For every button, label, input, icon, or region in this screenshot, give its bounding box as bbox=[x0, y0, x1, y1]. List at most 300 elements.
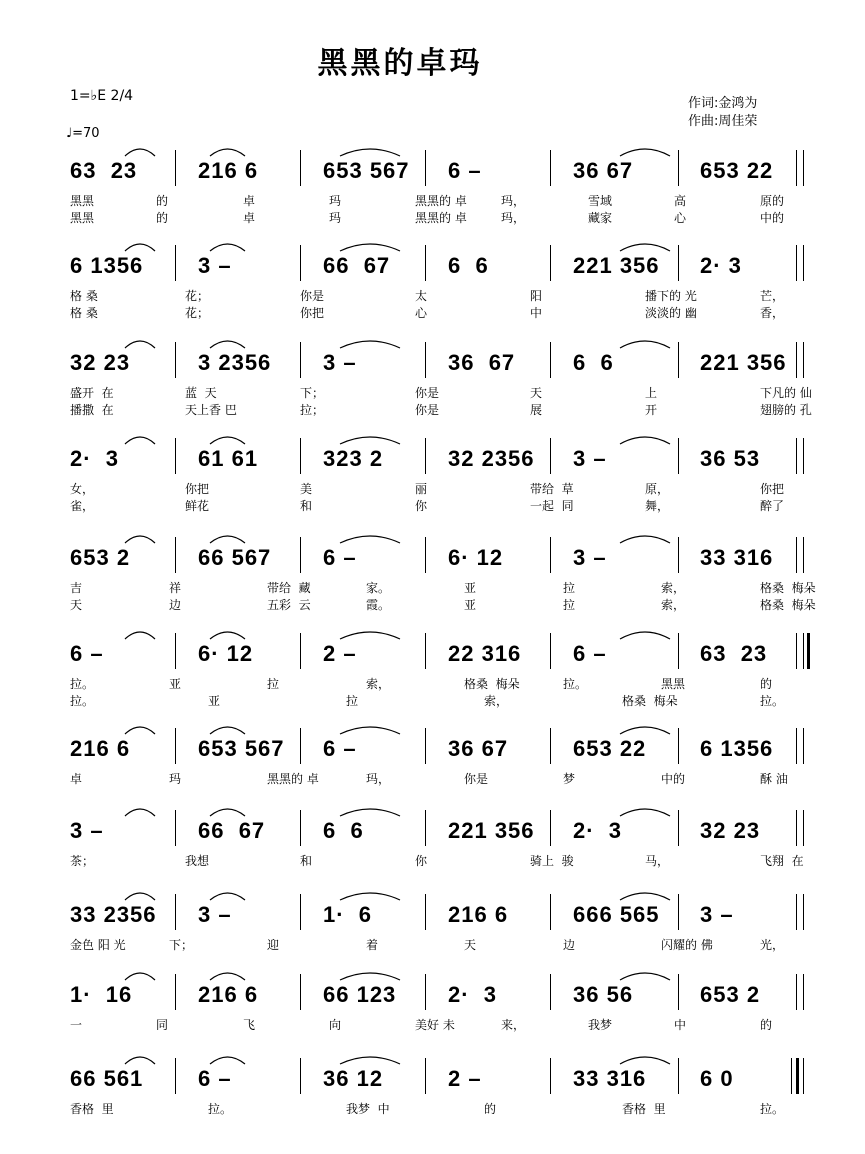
lyrics-verse-1 bbox=[70, 384, 810, 401]
lyric-word: 翅膀的 孔 bbox=[760, 403, 812, 417]
slur-marks bbox=[70, 531, 800, 545]
lyric-word: 中的 bbox=[760, 211, 785, 225]
lyric-word: 香格 里 bbox=[70, 1102, 114, 1116]
measure-notes: 33 2356 bbox=[70, 902, 157, 927]
slur-marks bbox=[70, 239, 800, 253]
barline bbox=[425, 438, 426, 474]
lyric-word: 你把 bbox=[300, 306, 325, 320]
measure-notes: 6· 12 bbox=[448, 545, 504, 570]
lyric-word: 拉。 bbox=[563, 677, 588, 691]
lyric-word: 拉 bbox=[563, 598, 576, 612]
slur-arc bbox=[620, 809, 670, 816]
lyric-word: 酥 油 bbox=[760, 772, 788, 786]
lyrics-verse-1 bbox=[70, 1016, 810, 1033]
measure-notes: 6 – bbox=[323, 736, 357, 761]
measure-notes: 221 356 bbox=[573, 253, 660, 278]
measure-notes: 36 53 bbox=[700, 446, 761, 471]
measure-notes: 22 316 bbox=[448, 641, 522, 666]
lyric-word: 黑黑的 卓 bbox=[415, 194, 467, 208]
barline bbox=[678, 810, 679, 846]
barline bbox=[803, 728, 804, 764]
slur-arc bbox=[620, 149, 670, 156]
lyrics-verse-1 bbox=[70, 579, 816, 596]
barline bbox=[796, 728, 797, 764]
barline bbox=[796, 342, 797, 378]
lyric-word: 黑黑的 卓 bbox=[267, 772, 319, 786]
measure-notes: 6 6 bbox=[323, 818, 364, 843]
lyric-word: 花； bbox=[185, 306, 210, 320]
barline bbox=[550, 150, 551, 186]
barline bbox=[300, 974, 301, 1010]
barline bbox=[425, 633, 426, 669]
measure-notes: 2· 3 bbox=[70, 446, 120, 471]
slur-arc bbox=[620, 536, 670, 543]
measure-notes: 2 – bbox=[448, 1066, 482, 1091]
barline bbox=[550, 894, 551, 930]
measure-notes: 32 2356 bbox=[448, 446, 535, 471]
lyric-word: 的 bbox=[156, 211, 169, 225]
lyric-word: 丽 bbox=[415, 482, 428, 496]
barline bbox=[796, 894, 797, 930]
barline bbox=[678, 150, 679, 186]
barline bbox=[175, 633, 176, 669]
measure-notes: 32 23 bbox=[700, 818, 761, 843]
barline bbox=[300, 150, 301, 186]
barline bbox=[300, 342, 301, 378]
barline bbox=[300, 438, 301, 474]
lyric-word: 格 桑 bbox=[70, 289, 98, 303]
lyric-word: 马， bbox=[645, 854, 670, 868]
measure-notes: 6 – bbox=[323, 545, 357, 570]
lyric-word: 下； bbox=[169, 938, 194, 952]
barline bbox=[803, 633, 804, 669]
slur-marks bbox=[70, 627, 800, 641]
lyric-word: 你 bbox=[415, 854, 428, 868]
lyric-word: 你是 bbox=[464, 772, 489, 786]
barline bbox=[175, 150, 176, 186]
lyric-word: 玛， bbox=[501, 194, 526, 208]
notes-line bbox=[70, 972, 810, 1016]
lyric-word: 玛， bbox=[366, 772, 391, 786]
lyric-word: 拉。 bbox=[760, 694, 785, 708]
score-row bbox=[70, 808, 810, 869]
lyric-word: 我想 bbox=[185, 854, 210, 868]
barline bbox=[425, 342, 426, 378]
lyric-word: 你 bbox=[415, 499, 428, 513]
slur-arc bbox=[340, 809, 400, 816]
lyric-word: 原的 bbox=[760, 194, 785, 208]
lyric-word: 的 bbox=[156, 194, 169, 208]
lyrics-verse-1 bbox=[70, 1100, 810, 1117]
barline bbox=[175, 1058, 176, 1094]
key-signature: 1=♭E 2/4 bbox=[70, 88, 134, 104]
measure-notes: 1· 6 bbox=[323, 902, 373, 927]
slur-arc bbox=[125, 437, 155, 444]
lyric-word: 吉 bbox=[70, 581, 83, 595]
measure-notes: 216 6 bbox=[198, 158, 259, 183]
barline bbox=[791, 1058, 792, 1094]
barline bbox=[300, 1058, 301, 1094]
slur-arc bbox=[210, 1057, 245, 1064]
lyric-word: 播下的 光 bbox=[645, 289, 697, 303]
measure-notes: 33 316 bbox=[573, 1066, 647, 1091]
barline bbox=[425, 1058, 426, 1094]
lyric-word: 格桑 梅朵 bbox=[760, 598, 816, 612]
score-row bbox=[70, 631, 810, 709]
slur-arc bbox=[340, 149, 400, 156]
barline bbox=[175, 810, 176, 846]
measure-notes: 221 356 bbox=[700, 350, 787, 375]
lyrics-verse-1 bbox=[70, 770, 810, 787]
score-row bbox=[70, 340, 810, 418]
barline bbox=[300, 633, 301, 669]
measure-notes: 323 2 bbox=[323, 446, 384, 471]
barline bbox=[803, 438, 804, 474]
slur-arc bbox=[620, 437, 670, 444]
barline bbox=[803, 974, 804, 1010]
slur-marks bbox=[70, 722, 800, 736]
lyrics-verse-1 bbox=[70, 852, 810, 869]
barline bbox=[175, 728, 176, 764]
slur-arc bbox=[210, 727, 245, 734]
notes-line bbox=[70, 243, 810, 287]
lyric-word: 我梦 中 bbox=[346, 1102, 390, 1116]
barline bbox=[175, 342, 176, 378]
barline bbox=[550, 810, 551, 846]
lyric-word: 下； bbox=[300, 386, 325, 400]
lyric-word: 祥 bbox=[169, 581, 182, 595]
measure-notes: 221 356 bbox=[448, 818, 535, 843]
barline bbox=[425, 728, 426, 764]
barline bbox=[796, 633, 797, 669]
slur-arc bbox=[210, 341, 245, 348]
lyric-word: 拉 bbox=[346, 694, 359, 708]
notes-line bbox=[70, 892, 810, 936]
measure-notes: 6 1356 bbox=[700, 736, 774, 761]
slur-arc bbox=[125, 536, 155, 543]
lyric-word: 中 bbox=[530, 306, 543, 320]
barline bbox=[803, 245, 804, 281]
slur-arc bbox=[340, 536, 400, 543]
barline bbox=[300, 245, 301, 281]
barline bbox=[550, 728, 551, 764]
lyric-word: 闪耀的 佛 bbox=[661, 938, 713, 952]
barline bbox=[803, 810, 804, 846]
lyric-word: 向 bbox=[329, 1018, 342, 1032]
measure-notes: 2· 3 bbox=[700, 253, 742, 278]
measure-notes: 6 6 bbox=[573, 350, 614, 375]
measure-notes: 3 – bbox=[573, 446, 607, 471]
lyric-word: 和 bbox=[300, 854, 313, 868]
tempo-marking: ♩=70 bbox=[66, 126, 100, 141]
slur-arc bbox=[340, 973, 400, 980]
lyric-word: 茶； bbox=[70, 854, 95, 868]
lyric-word: 上 bbox=[645, 386, 658, 400]
lyric-word: 亚 bbox=[464, 581, 477, 595]
slur-arc bbox=[210, 536, 245, 543]
lyric-word: 索， bbox=[661, 581, 686, 595]
lyric-word: 黑黑 bbox=[70, 211, 95, 225]
measure-notes: 6 – bbox=[70, 641, 104, 666]
measure-notes: 6 1356 bbox=[70, 253, 144, 278]
lyric-word: 亚 bbox=[464, 598, 477, 612]
lyric-word: 舞， bbox=[645, 499, 670, 513]
measure-notes: 6 0 bbox=[700, 1066, 734, 1091]
notes-line bbox=[70, 631, 810, 675]
lyric-word: 太 bbox=[415, 289, 428, 303]
lyric-word: 雪域 bbox=[588, 194, 613, 208]
measure-notes: 6 – bbox=[198, 1066, 232, 1091]
barline bbox=[425, 974, 426, 1010]
lyric-word: 你是 bbox=[415, 386, 440, 400]
lyrics-verse-2 bbox=[70, 692, 810, 709]
lyric-word: 蓝 天 bbox=[185, 386, 217, 400]
slur-arc bbox=[620, 244, 670, 251]
lyric-word: 卓 bbox=[243, 194, 256, 208]
barline bbox=[803, 150, 804, 186]
slur-arc bbox=[620, 341, 670, 348]
lyricist-credit: 作词:金鸿为 bbox=[688, 96, 758, 111]
lyric-word: 盛开 在 bbox=[70, 386, 114, 400]
score-row bbox=[70, 1056, 810, 1117]
lyrics-verse-1 bbox=[70, 192, 810, 209]
barline bbox=[425, 894, 426, 930]
lyrics-verse-1 bbox=[70, 675, 810, 692]
lyric-word: 索， bbox=[484, 694, 509, 708]
lyric-word: 玛 bbox=[329, 211, 342, 225]
barline bbox=[425, 245, 426, 281]
barline bbox=[678, 728, 679, 764]
notes-line bbox=[70, 535, 810, 579]
measure-notes: 3 2356 bbox=[198, 350, 272, 375]
credits bbox=[688, 95, 757, 131]
notes-line bbox=[70, 1056, 810, 1100]
lyrics-verse-1 bbox=[70, 936, 810, 953]
lyric-word: 淡淡的 幽 bbox=[645, 306, 697, 320]
measure-notes: 653 567 bbox=[323, 158, 410, 183]
measure-notes: 6 – bbox=[448, 158, 482, 183]
lyrics-verse-2 bbox=[70, 596, 816, 613]
measure-notes: 653 22 bbox=[700, 158, 774, 183]
slur-arc bbox=[620, 973, 670, 980]
lyric-word: 拉。 bbox=[208, 1102, 233, 1116]
slur-arc bbox=[340, 1057, 400, 1064]
lyric-word: 花； bbox=[185, 289, 210, 303]
notes-line bbox=[70, 436, 810, 480]
measure-notes: 653 567 bbox=[198, 736, 285, 761]
measure-notes: 3 – bbox=[700, 902, 734, 927]
barline bbox=[678, 974, 679, 1010]
measure-notes: 3 – bbox=[323, 350, 357, 375]
measure-notes: 3 – bbox=[198, 902, 232, 927]
measure-notes: 6 – bbox=[573, 641, 607, 666]
barline bbox=[796, 974, 797, 1010]
slur-arc bbox=[620, 1057, 670, 1064]
barline bbox=[796, 537, 797, 573]
lyric-word: 拉； bbox=[300, 403, 325, 417]
lyric-word: 索， bbox=[661, 598, 686, 612]
lyric-word: 的 bbox=[760, 677, 773, 691]
lyrics-verse-2 bbox=[70, 304, 810, 321]
lyric-word: 雀， bbox=[70, 499, 95, 513]
barline bbox=[175, 974, 176, 1010]
lyric-word: 索， bbox=[366, 677, 391, 691]
lyric-word: 拉。 bbox=[760, 1102, 785, 1116]
lyric-word: 一 bbox=[70, 1018, 83, 1032]
measure-notes: 61 61 bbox=[198, 446, 259, 471]
measure-notes: 36 67 bbox=[448, 736, 509, 761]
barline bbox=[425, 810, 426, 846]
lyrics-verse-1 bbox=[70, 287, 810, 304]
measure-notes: 66 567 bbox=[198, 545, 272, 570]
barline bbox=[425, 150, 426, 186]
barline bbox=[678, 342, 679, 378]
score-row bbox=[70, 535, 816, 613]
measure-notes: 3 – bbox=[70, 818, 104, 843]
lyric-word: 天 bbox=[70, 598, 83, 612]
score-row bbox=[70, 726, 810, 787]
measure-notes: 1· 16 bbox=[70, 982, 133, 1007]
lyric-word: 醉了 bbox=[760, 499, 785, 513]
barline bbox=[796, 245, 797, 281]
barline bbox=[425, 537, 426, 573]
lyrics-verse-2 bbox=[70, 497, 810, 514]
slur-arc bbox=[210, 437, 245, 444]
slur-arc bbox=[210, 632, 245, 639]
lyric-word: 亚 bbox=[169, 677, 182, 691]
slur-marks bbox=[70, 888, 800, 902]
barline bbox=[678, 245, 679, 281]
lyric-word: 卓 bbox=[70, 772, 83, 786]
score-row bbox=[70, 436, 810, 514]
lyric-word: 高 bbox=[674, 194, 687, 208]
slur-arc bbox=[210, 893, 245, 900]
lyric-word: 我梦 bbox=[588, 1018, 613, 1032]
measure-notes: 2· 3 bbox=[448, 982, 498, 1007]
barline bbox=[300, 894, 301, 930]
slur-arc bbox=[210, 809, 245, 816]
lyric-word: 芒， bbox=[760, 289, 785, 303]
measure-notes: 66 67 bbox=[198, 818, 266, 843]
barline bbox=[678, 438, 679, 474]
lyric-word: 飞翔 在 bbox=[760, 854, 804, 868]
slur-marks bbox=[70, 432, 800, 446]
lyric-word: 飞 bbox=[243, 1018, 256, 1032]
slur-marks bbox=[70, 804, 800, 818]
lyric-word: 拉。 bbox=[70, 694, 95, 708]
slur-arc bbox=[340, 341, 400, 348]
lyric-word: 拉。 bbox=[70, 677, 95, 691]
score-row bbox=[70, 972, 810, 1033]
measure-notes: 6· 12 bbox=[198, 641, 254, 666]
slur-arc bbox=[125, 341, 155, 348]
lyrics-verse-1 bbox=[70, 480, 810, 497]
lyric-word: 你把 bbox=[760, 482, 785, 496]
lyric-word: 金色 阳 光 bbox=[70, 938, 126, 952]
barline bbox=[678, 633, 679, 669]
lyrics-verse-2 bbox=[70, 401, 810, 418]
slur-arc bbox=[125, 1057, 155, 1064]
lyric-word: 格桑 梅朵 bbox=[464, 677, 520, 691]
repeat-barline bbox=[807, 633, 810, 669]
lyric-word: 边 bbox=[563, 938, 576, 952]
lyric-word: 格桑 梅朵 bbox=[622, 694, 678, 708]
measure-notes: 36 12 bbox=[323, 1066, 384, 1091]
lyric-word: 霞。 bbox=[366, 598, 391, 612]
lyric-word: 开 bbox=[645, 403, 658, 417]
barline bbox=[550, 633, 551, 669]
slur-marks bbox=[70, 1052, 800, 1066]
measure-notes: 216 6 bbox=[70, 736, 131, 761]
lyric-word: 亚 bbox=[208, 694, 221, 708]
lyric-word: 着 bbox=[366, 938, 379, 952]
barline bbox=[550, 537, 551, 573]
lyric-word: 天 bbox=[464, 938, 477, 952]
slur-arc bbox=[340, 727, 400, 734]
measure-notes: 36 67 bbox=[448, 350, 516, 375]
lyric-word: 天上香 巴 bbox=[185, 403, 237, 417]
barline bbox=[300, 810, 301, 846]
slur-arc bbox=[620, 632, 670, 639]
notes-line bbox=[70, 808, 810, 852]
lyric-word: 五彩 云 bbox=[267, 598, 311, 612]
measure-notes: 216 6 bbox=[198, 982, 259, 1007]
lyric-word: 藏家 bbox=[588, 211, 613, 225]
lyric-word: 黑黑的 卓 bbox=[415, 211, 467, 225]
barline bbox=[803, 1058, 804, 1094]
lyric-word: 骑上 骏 bbox=[530, 854, 574, 868]
lyric-word: 中的 bbox=[661, 772, 686, 786]
slur-arc bbox=[620, 727, 670, 734]
lyric-word: 玛 bbox=[329, 194, 342, 208]
song-title: 黑黑的卓玛 bbox=[317, 46, 483, 81]
lyric-word: 你是 bbox=[300, 289, 325, 303]
lyric-word: 同 bbox=[156, 1018, 169, 1032]
lyric-word: 阳 bbox=[530, 289, 543, 303]
barline bbox=[796, 810, 797, 846]
barline bbox=[550, 1058, 551, 1094]
lyric-word: 播撒 在 bbox=[70, 403, 114, 417]
barline bbox=[550, 438, 551, 474]
measure-notes: 216 6 bbox=[448, 902, 509, 927]
lyric-word: 梦 bbox=[563, 772, 576, 786]
lyric-word: 香格 里 bbox=[622, 1102, 666, 1116]
barline bbox=[803, 342, 804, 378]
barline bbox=[175, 537, 176, 573]
barline bbox=[678, 1058, 679, 1094]
lyric-word: 心 bbox=[415, 306, 428, 320]
lyric-word: 的 bbox=[760, 1018, 773, 1032]
score-row bbox=[70, 243, 810, 321]
measure-notes: 653 2 bbox=[70, 545, 131, 570]
measure-notes: 2· 3 bbox=[573, 818, 623, 843]
slur-marks bbox=[70, 336, 800, 350]
barline bbox=[678, 537, 679, 573]
lyric-word: 玛 bbox=[169, 772, 182, 786]
measure-notes: 66 561 bbox=[70, 1066, 144, 1091]
measure-notes: 66 123 bbox=[323, 982, 397, 1007]
measure-notes: 653 2 bbox=[700, 982, 761, 1007]
measure-notes: 666 565 bbox=[573, 902, 660, 927]
lyric-word: 卓 bbox=[243, 211, 256, 225]
barline bbox=[803, 894, 804, 930]
slur-arc bbox=[340, 437, 400, 444]
composer-credit: 作曲:周佳荣 bbox=[688, 114, 758, 129]
lyric-word: 来， bbox=[501, 1018, 526, 1032]
slur-arc bbox=[620, 893, 670, 900]
barline bbox=[550, 245, 551, 281]
lyric-word: 带给 藏 bbox=[267, 581, 311, 595]
